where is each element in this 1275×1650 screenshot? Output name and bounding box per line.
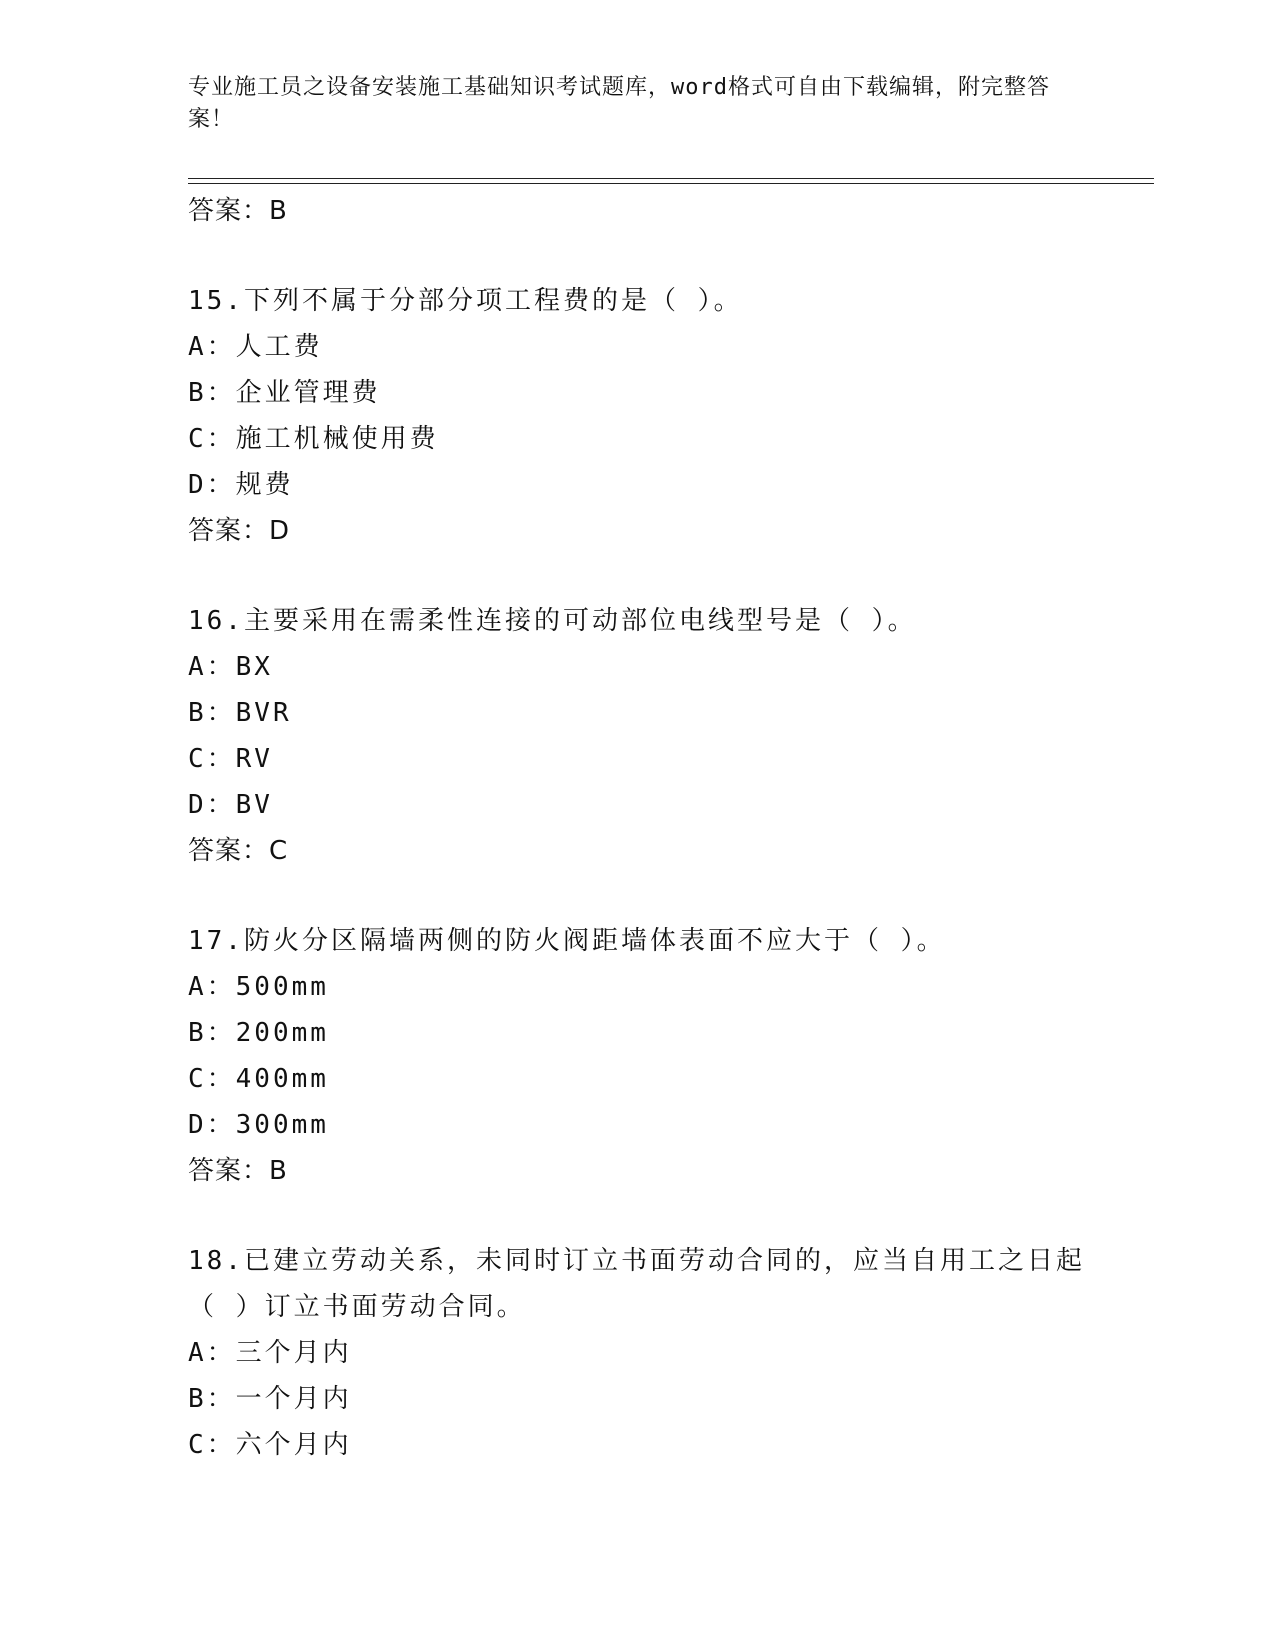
question-16: 16.主要采用在需柔性连接的可动部位电线型号是（ ）。 bbox=[188, 606, 917, 636]
question-16-answer: 答案：C bbox=[188, 836, 289, 866]
question-17-option-c: C：400mm bbox=[188, 1064, 329, 1094]
question-18-option-c: C：六个月内 bbox=[188, 1430, 352, 1460]
question-16-option-d: D：BV bbox=[188, 790, 273, 820]
question-17-option-b: B：200mm bbox=[188, 1018, 329, 1048]
question-17-option-a: A：500mm bbox=[188, 972, 329, 1002]
previous-answer: 答案：B bbox=[188, 196, 288, 226]
header-divider-top bbox=[188, 178, 1154, 179]
question-16-option-b: B：BVR bbox=[188, 698, 292, 728]
question-15-option-a: A：人工费 bbox=[188, 332, 323, 362]
question-17-option-d: D：300mm bbox=[188, 1110, 329, 1140]
question-15-option-d: D：规费 bbox=[188, 470, 294, 500]
header-divider-bottom bbox=[188, 183, 1154, 184]
question-17: 17.防火分区隔墙两侧的防火阀距墙体表面不应大于（ ）。 bbox=[188, 926, 946, 956]
question-list bbox=[188, 188, 1088, 1468]
question-18: 18.已建立劳动关系，未同时订立书面劳动合同的，应当自用工之日起（ ）订立书面劳动合同。 bbox=[188, 1246, 1085, 1322]
question-15: 15.下列不属于分部分项工程费的是（ ）。 bbox=[188, 286, 743, 316]
question-15-option-c: C：施工机械使用费 bbox=[188, 424, 439, 454]
question-18-option-a: A：三个月内 bbox=[188, 1338, 352, 1368]
question-16-option-c: C：RV bbox=[188, 744, 273, 774]
document-header: 专业施工员之设备安装施工基础知识考试题库，word格式可自由下载编辑，附完整答案！ bbox=[188, 75, 1050, 132]
question-15-answer: 答案：D bbox=[188, 516, 291, 546]
question-17-answer: 答案：B bbox=[188, 1156, 288, 1186]
question-18-option-b: B：一个月内 bbox=[188, 1384, 352, 1414]
question-15-option-b: B：企业管理费 bbox=[188, 378, 381, 408]
question-16-option-a: A：BX bbox=[188, 652, 273, 682]
